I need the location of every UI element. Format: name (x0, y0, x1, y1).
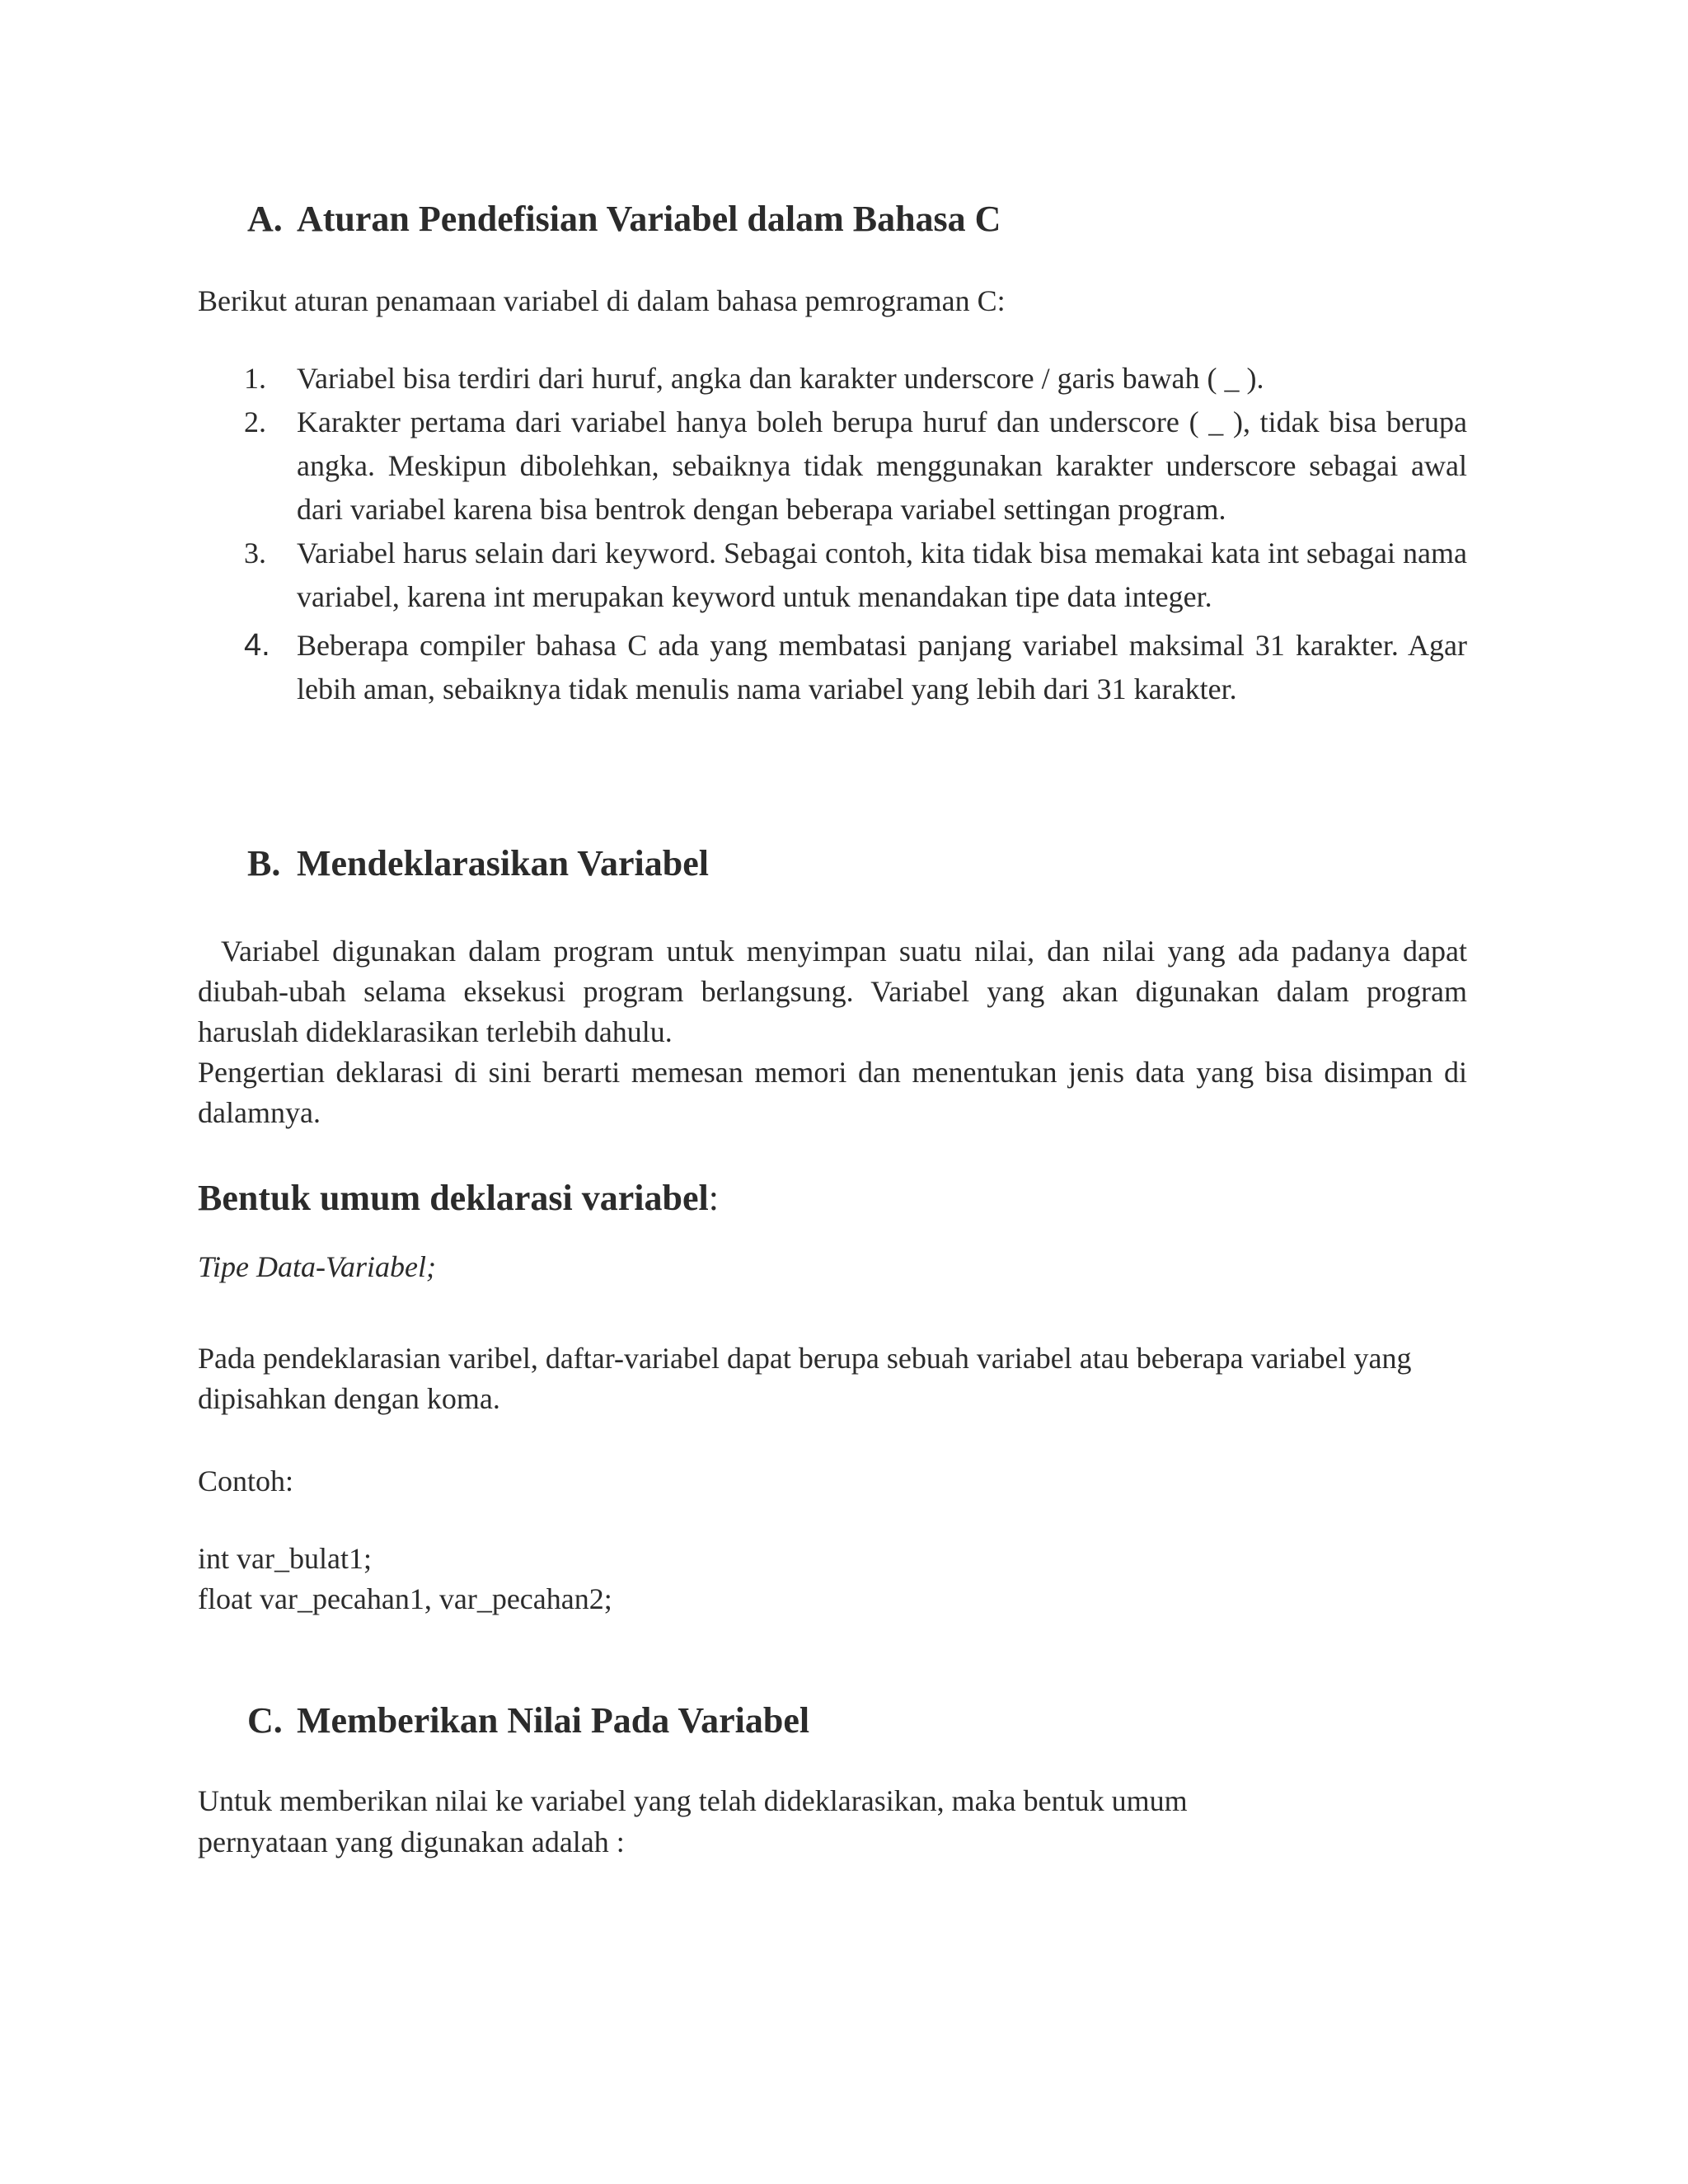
section-a-title: Aturan Pendefisian Variabel dalam Bahasa C (297, 199, 1001, 239)
list-item-number: 4. (244, 628, 270, 663)
list-item-text: Variabel bisa terdiri dari huruf, angka dan karakter underscore / garis bawah ( _ ). (297, 362, 1264, 395)
list-item-number: 2. (244, 405, 266, 438)
example-line: int var_bulat1; (198, 1542, 372, 1575)
section-a-intro: Berikut aturan penamaan variabel di dalam bahasa pemrograman C: (198, 284, 1006, 317)
example-label: Contoh: (198, 1465, 294, 1497)
list-item (198, 357, 1467, 401)
list-item-number: 3. (244, 537, 266, 569)
section-b-letter: B. (247, 843, 281, 883)
rules-list (198, 357, 1467, 711)
section-c-paragraph-line-1: Untuk memberikan nilai ke variabel yang telah dideklarasikan, maka bentuk umum (198, 1784, 1188, 1817)
section-a-heading (247, 196, 1001, 242)
section-a-letter: A. (247, 199, 283, 239)
section-b-title: Mendeklarasikan Variabel (297, 843, 709, 883)
list-item-text: Karakter pertama dari variabel hanya boleh berupa huruf dan underscore ( _ ), tidak bisa berupa angka. Meskipun dibolehkan, sebaiknya tidak menggunakan karakter underscore sebagai awal dari variabel karena bisa bentrok dengan beberapa variabel settingan program. (297, 405, 1467, 526)
general-form-heading (198, 1175, 719, 1221)
section-b-explanation: Pada pendeklarasian varibel, daftar-variabel dapat berupa sebuah variabel atau beberapa variabel yang dipisahkan dengan koma. (198, 1342, 1412, 1415)
list-item (198, 532, 1467, 619)
section-b-paragraph-1: Variabel digunakan dalam program untuk menyimpan suatu nilai, dan nilai yang ada padanya dapat diubah-ubah selama eksekusi program berlangsung. Variabel yang akan digunakan dalam program haruslah dideklarasikan terlebih dahulu. (198, 935, 1467, 1048)
example-line: float var_pecahan1, var_pecahan2; (198, 1582, 612, 1615)
list-item-text: Beberapa compiler bahasa C ada yang membatasi panjang variabel maksimal 31 karakter. Agar lebih aman, sebaiknya tidak menulis nama variabel yang lebih dari 31 karakter. (297, 629, 1467, 705)
section-c-paragraph (198, 1780, 1467, 1863)
section-b-paragraph-2: Pengertian deklarasi di sini berarti memesan memori dan menentukan jenis data yang bisa disimpan di dalamnya. (198, 1056, 1467, 1129)
general-form-heading-text: Bentuk umum deklarasi variabel (198, 1178, 709, 1218)
section-c-heading (247, 1698, 809, 1744)
general-form: Tipe Data-Variabel; (198, 1250, 436, 1283)
example-code (198, 1539, 1467, 1619)
list-item-text: Variabel harus selain dari keyword. Sebagai contoh, kita tidak bisa memakai kata int sebagai nama variabel, karena int merupakan keyword untuk menandakan tipe data integer. (297, 537, 1467, 613)
section-c-title: Memberikan Nilai Pada Variabel (297, 1700, 810, 1741)
section-c-letter: C. (247, 1700, 283, 1741)
list-item (198, 624, 1467, 711)
general-form-heading-colon: : (708, 1178, 719, 1218)
list-item-number: 1. (244, 362, 266, 395)
section-c-paragraph-line-2: pernyataan yang digunakan adalah : (198, 1825, 625, 1858)
section-b-heading (247, 841, 709, 887)
list-item (198, 401, 1467, 532)
